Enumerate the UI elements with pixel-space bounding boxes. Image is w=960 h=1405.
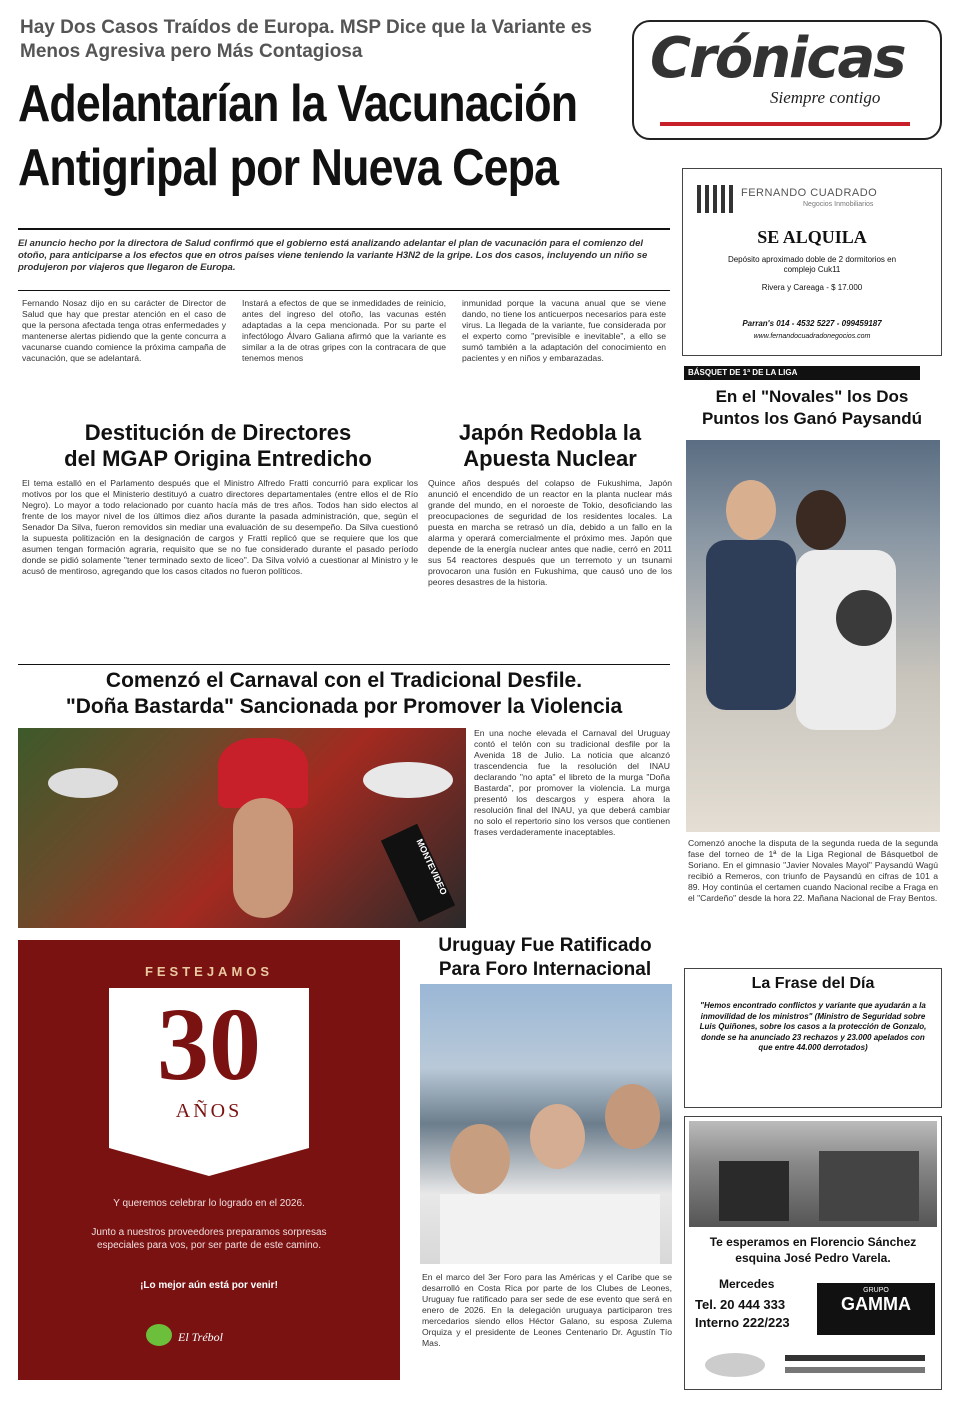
basketball-photo [686,440,940,832]
gamma-ad [684,1116,942,1390]
japan-title-line-1: Japón Redobla la [458,420,642,445]
realty-address: Rivera y Careaga - $ 17.000 [761,283,863,292]
footer-bar [785,1367,925,1373]
hat-shape [363,762,453,798]
ad-line-2: Junto a nuestros proveedores preparamos sorpresas especiales para vos, por ser parte de este camino. [91,1227,327,1251]
realty-heading: SE ALQUILA [757,227,867,247]
mgap-title-line-1: Destitución de Directores [84,420,352,445]
realty-phone: Parran's 014 - 4532 5227 - 099459187 [742,319,882,328]
sports-label: BÁSQUET DE 1ª DE LA LIGA [684,366,920,380]
foro-photo [420,984,672,1264]
footer-bar [785,1355,925,1361]
gamma-logo [817,1283,935,1335]
realty-subbrand: Negocios Inmobiliarios [803,201,874,208]
foro-title-line-1: Uruguay Fue Ratificado [438,935,652,956]
mgap-body: El tema estalló en el Parlamento después que el Ministro Alfredo Fratti concurrió para explicar los motivos por los que el Ministerio destituyó a cuatro directores departamentales (entre ellos el de Río Negro). Lo mayor a todo relacionado por cuanto hacía más de tres años. Todos han sido electos al frente de los mayor nivel de los últimos diez años durante la pasada administración, que, según el Senador Da Silva, fueron removidos sin mediar una evaluación de su desempeño. Da Silva cuestionó la supuesta politización en la designación de cargos y Fratti replicó que se requiere que los que asumen tengan formación agraria, requisito que se no fue considerado durante el pasado período donde se pidió solamente "tener terminado sexto de liceo". Da Silva volvió a cuestionar al Ministro y le acusó de mentiroso, agregando que los casos citados no fueron políticos. [22,478,418,576]
carnival-body: En una noche elevada el Carnaval del Uruguay contó el telón con su tradicional desfile por la Avenida 18 de Julio. La noticia que alcanzó trascendencia fue la resolución del INAU declarando "no apta" el libreto de la murga "Doña Bastarda", por promover la violencia. La murga presentó los descargos y espera ahora la resolución final del INAU, ya que deberá cambiar no solo el repertorio sino los versos que contienen frases verdaderamente inaceptables. [474,728,670,837]
sports-title-line-1: En el "Novales" los Dos [715,387,909,406]
ad-festejamos: FESTEJAMOS [144,964,274,979]
foro-body: En el marco del 3er Foro para las Américas y el Caribe que se desarrolló en Costa Rica por parte de los Clubes de Leones, Uruguay fue ratificado para ser sede de ese evento que será en enero de 2026. En la delegación uruguaya participaron tres mercedarios siendo ellos Héctor Galano, su esposa Zulema Orquiza y el presidente de Leones Centenario Dr. Agustín Tío Mas. [422,1272,672,1348]
shirts-shape [440,1194,660,1264]
sports-title [684,386,940,430]
dancer-shape [233,798,293,918]
gamma-interno: Interno 222/223 [695,1315,790,1330]
mgap-title [18,420,418,472]
ad-line-3: ¡Lo mejor aún está por venir! [140,1280,278,1291]
carnival-photo [18,728,466,928]
person-shape [605,1084,660,1149]
tree-icon [146,1324,172,1346]
lead-column-2: Instará a efectos de que se inmedidades de reinicio, antes del ingreso del otoño, las vacunas estén adaptadas a la cepa mencionada. Por su parte el infectólogo Álvaro Galiana afirmó que la variante es similar a la de otras gripes con la contracara de que tenemos menos [242,298,446,363]
lead-column-3: inmunidad porque la vacuna anual que se viene dando, no tiene los anticuerpos necesarios para este virus. La llegada de la variante, fue considerada por el experto como "previsible e inevitable", a ello se sumó también a la adaptación del conocimiento en pacientes y en niños y embarazadas. [462,298,666,363]
basketball-ball-shape [836,590,892,646]
sports-body: Comenzó anoche la disputa de la segunda rueda de la segunda fase del torneo de 1ª de la Liga Regional de Básquetbol de Soriano. En el gimnasio "Javier Novales Mayol" Paysandú Wagú recibió a Remeros, con triunfo de Paysandú en cifras de 101 a 89. Hoy continúa el certamen cuando Nacional recibe a Fraga en el "Cardeño" desde la hora 22. Mañana Nacional de Fray Bentos. [688,838,938,903]
ad-banner-tip [109,1148,309,1176]
player-body-shape [706,540,796,710]
person-shape [530,1104,585,1169]
quote-title: La Frase del Día [751,975,875,992]
sash: MONTEVIDEO [381,824,455,922]
japan-body: Quince años después del colapso de Fukushima, Japón anunció el encendido de un reactor en la planta nuclear más grande del mundo, en el noroeste de Tokio, desoficiando las preocupaciones de seguridad de los residentes locales. La puesta en marcha se retrasó un día, debido a un fallo en la alarma y operará comercialmente el próximo mes. Japón que depende de la energía nuclear antes que nadie, cerró en 2011 sus 54 reactores después que un terremoto y un tsunami provocaron una fusión en Fukushima, que causó uno de los peores desastres de la historia. [428,478,672,587]
gamma-line-1: Te esperamos en Florencio Sánchez [709,1235,917,1249]
hat-shape [48,768,118,798]
main-headline [18,72,637,200]
masthead-accent [660,122,910,126]
sports-title-line-2: Puntos los Ganó Paysandú [701,409,923,428]
ad-years: AÑOS [175,1100,243,1122]
headline-line-2: Antigripal por Nueva Cepa [18,139,559,197]
store-photo [689,1121,937,1227]
gamma-logo-small: GRUPO [863,1287,889,1294]
ad-number: 30 [157,987,261,1102]
carnival-title-line-1: Comenzó el Carnaval con el Tradicional Desfile. [105,669,583,692]
foro-title [416,934,674,982]
foro-title-line-2: Para Foro Internacional [438,959,652,980]
quote-box [684,968,942,1108]
japan-title-line-2: Apuesta Nuclear [463,446,637,471]
gamma-city: Mercedes [719,1277,775,1291]
store-window-shape [819,1151,919,1221]
lead-column-1: Fernando Nosaz dijo en su carácter de Director de Salud que hay que prestar atención en el caso de que la persona afectada tenga otras enfermedades y mantenerse alertas pidiendo que la gente concurra a vacunarse cuando comience la próxima campaña de vacunación, que se adelantará. [22,298,226,363]
lede-rule [18,290,670,291]
carnival-rule [18,664,670,665]
masthead-title: Crónicas [650,26,905,91]
gamma-tel: Tel. 20 444 333 [695,1297,786,1312]
realty-desc: Depósito aproximado doble de 2 dormitorios en complejo Cuk11 [727,255,897,274]
building-icon [697,185,733,213]
anniversary-ad [18,940,400,1380]
quote-text: "Hemos encontrado conflictos y variante que ayudarán a la inmovilidad de los ministros" (Ministro de Seguridad sobre Luis Quiñones, sobre los casos a la protección de Gonzalo, donde se ha anunciado 23 rechazos y 23.000 apelados con que entre 44.000 derrotados) [699,1001,927,1052]
lede: El anuncio hecho por la directora de Salud confirmó que el gobierno está analizando adelantar el plan de vacunación para el comienzo del otoño, para anticiparse a los efectos que en otros países viene teniendo la variante H3N2 de la gripe. Los dos casos, incluyendo un niño se produjeron por viajeros que llegaron de Europa. [18,238,648,273]
gamma-line-2: esquina José Pedro Varela. [735,1251,891,1265]
ad-brand: El Trébol [178,1330,224,1344]
player-head-shape [796,490,846,550]
realty-brand: FERNANDO CUADRADO [741,187,878,199]
ad-line-1: Y queremos celebrar lo logrado en el 2026. [113,1198,305,1209]
mgap-title-line-2: del MGAP Origina Entredicho [64,446,372,471]
person-shape [450,1124,510,1194]
headline-rule [18,228,670,230]
gamma-logo-text: GAMMA [841,1294,911,1314]
japan-title [428,420,672,472]
masthead-tagline: Siempre contigo [770,88,881,107]
player-head-shape [726,480,776,540]
headline-line-1: Adelantarían la Vacunación [18,75,578,133]
carnival-title [18,668,670,720]
carnival-title-line-2: "Doña Bastarda" Sancionada por Promover la Violencia [65,695,623,718]
realty-web: www.fernandocuadradonegocios.com [753,333,871,340]
cloud-icon [705,1353,765,1377]
realty-ad [682,168,942,356]
store-door-shape [719,1161,789,1221]
kicker: Hay Dos Casos Traídos de Europa. MSP Dice que la Variante es Menos Agresiva pero Más Contagiosa [20,17,592,62]
